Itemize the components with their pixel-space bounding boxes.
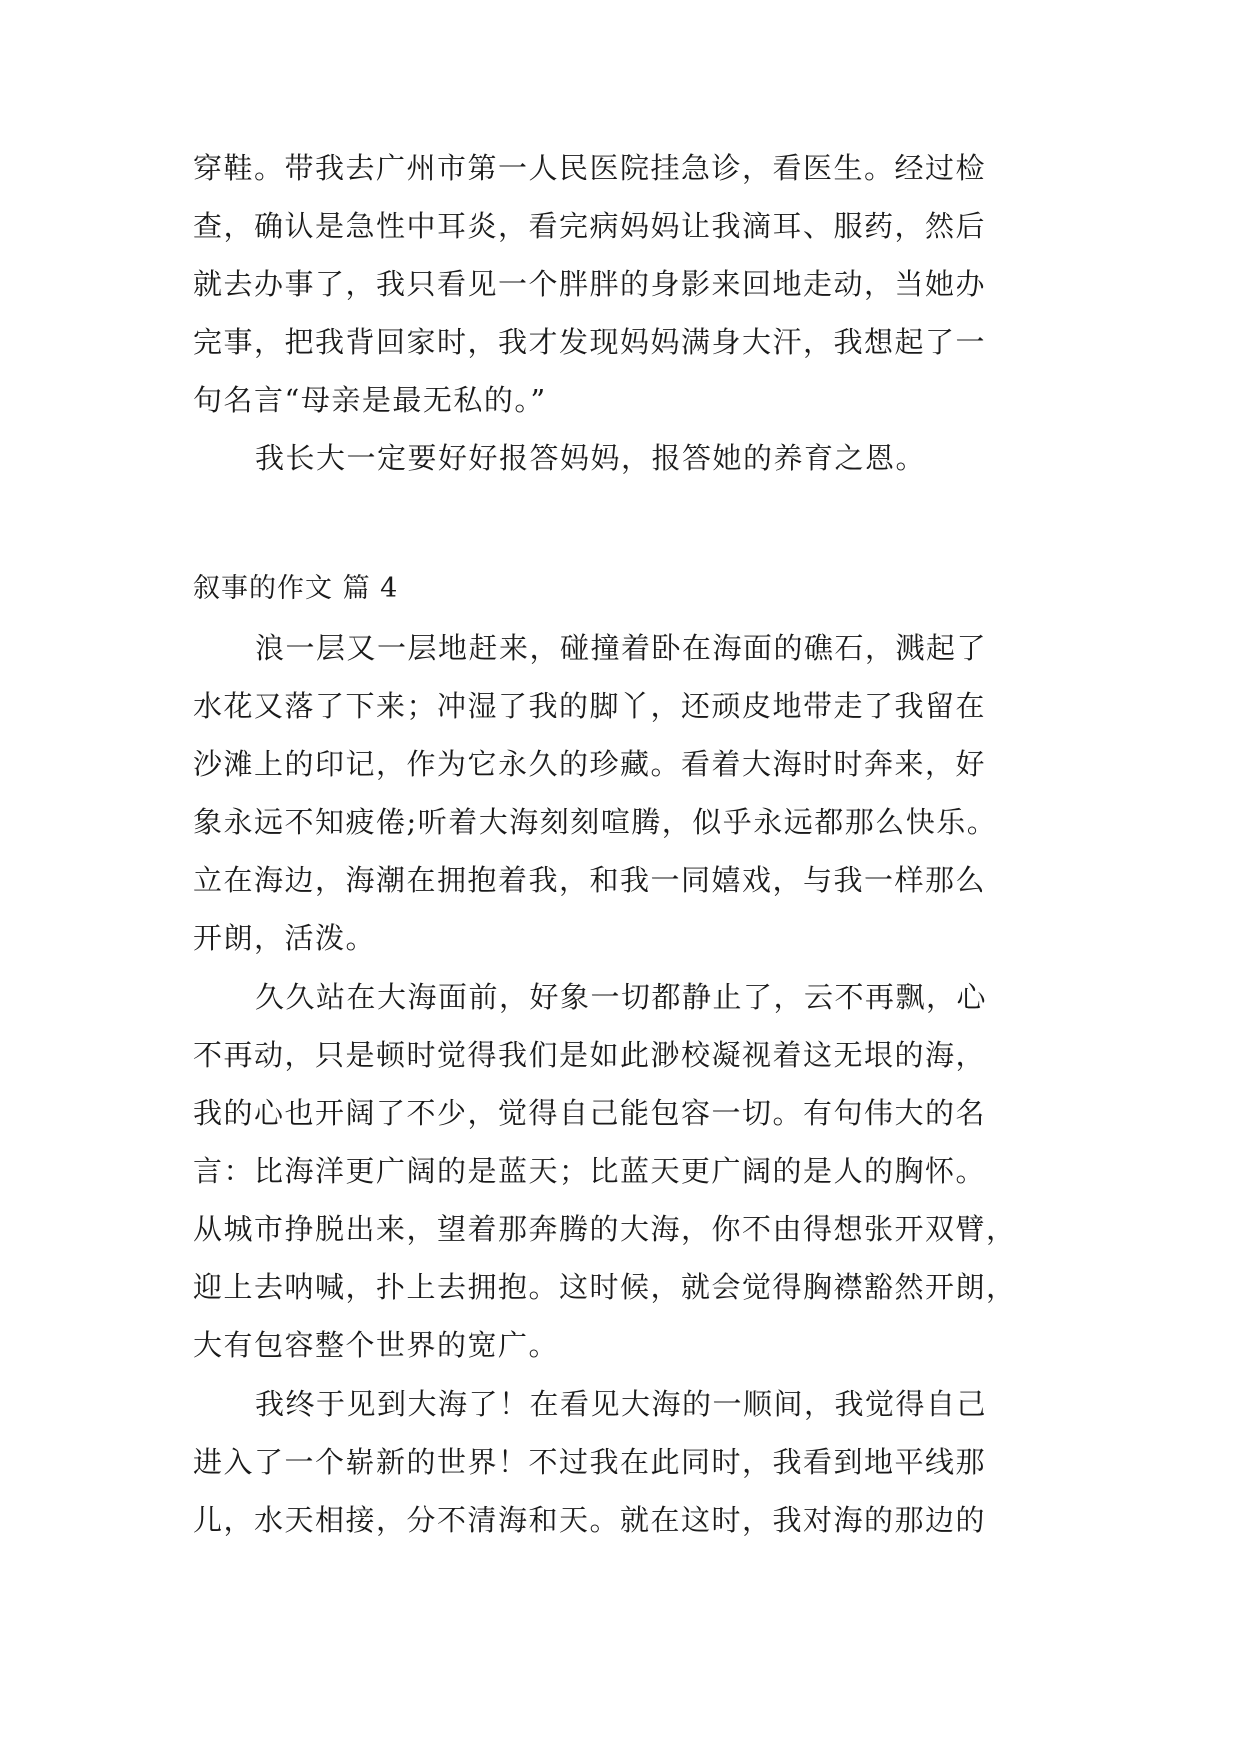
- text-line: 迎上去呐喊，扑上去拥抱。这时候，就会觉得胸襟豁然开朗，: [193, 1270, 1017, 1304]
- text-line: 开朗，活泼。: [193, 921, 377, 955]
- text-line: 沙滩上的印记，作为它永久的珍藏。看着大海时时奔来，好: [193, 747, 987, 781]
- text-line: 儿，水天相接，分不清海和天。就在这时，我对海的那边的: [193, 1503, 987, 1537]
- section-heading-block: [193, 569, 1059, 609]
- text-line: 查，确认是急性中耳炎，看完病妈妈让我滴耳、服药，然后: [193, 209, 987, 243]
- section-heading: 叙事的作文 篇 4: [193, 573, 399, 604]
- text-line: 言：比海洋更广阔的是蓝天；比蓝天更广阔的是人的胸怀。: [193, 1154, 987, 1188]
- paragraph-1: [193, 619, 1059, 967]
- text-line: 句名言“母亲是最无私的。”: [193, 383, 547, 417]
- text-line: 水花又落了下来；冲湿了我的脚丫，还顽皮地带走了我留在: [193, 689, 987, 723]
- previous-essay-ending: [193, 139, 1059, 487]
- text-line: 我的心也开阔了不少，觉得自己能包容一切。有句伟大的名: [193, 1096, 987, 1130]
- text-line: 久久站在大海面前，好象一切都静止了，云不再飘，心: [255, 980, 988, 1014]
- text-line: 浪一层又一层地赶来，碰撞着卧在海面的礁石，溅起了: [255, 631, 988, 665]
- paragraph-2: [193, 968, 1059, 1374]
- text-line: 就去办事了，我只看见一个胖胖的身影来回地走动，当她办: [193, 267, 987, 301]
- text-line: 穿鞋。带我去广州市第一人民医院挂急诊，看医生。经过检: [193, 151, 987, 185]
- text-line: 我终于见到大海了！在看见大海的一顺间，我觉得自己: [255, 1387, 988, 1421]
- text-line: 不再动，只是顿时觉得我们是如此渺校凝视着这无垠的海，: [193, 1038, 987, 1072]
- text-line: 象永远不知疲倦;听着大海刻刻喧腾，似乎永远都那么快乐。: [193, 805, 998, 839]
- text-line: 进入了一个崭新的世界！不过我在此同时，我看到地平线那: [193, 1445, 987, 1479]
- text-line: 完事，把我背回家时，我才发现妈妈满身大汗，我想起了一: [193, 325, 987, 359]
- text-line: 大有包容整个世界的宽广。: [193, 1328, 560, 1362]
- text-line: 从城市挣脱出来，望着那奔腾的大海，你不由得想张开双臂，: [193, 1212, 1017, 1246]
- closing-paragraph: 我长大一定要好好报答妈妈，报答她的养育之恩。: [255, 441, 927, 475]
- paragraph-3: [193, 1375, 1059, 1549]
- text-line: 立在海边，海潮在拥抱着我，和我一同嬉戏，与我一样那么: [193, 863, 987, 897]
